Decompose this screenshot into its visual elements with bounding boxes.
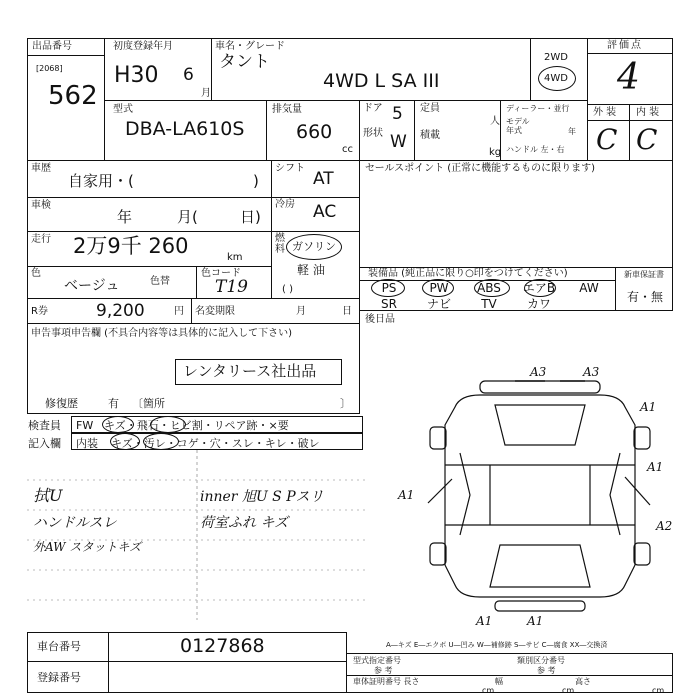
eq2-3: カワ bbox=[526, 297, 551, 311]
check-prefix: FW bbox=[76, 419, 94, 432]
lot-label: 出品番号 bbox=[32, 41, 72, 52]
engine-label: 車体証明番号 長さ bbox=[353, 677, 420, 686]
name-change-month: 月 bbox=[296, 306, 306, 317]
inspection-label: 車検 bbox=[31, 200, 51, 211]
memo-line-1: 拭U bbox=[33, 486, 63, 505]
history-box bbox=[27, 160, 272, 198]
model-value: DBA-LA610S bbox=[125, 118, 245, 140]
drive-2wd: 2WD bbox=[544, 52, 568, 63]
memo-line-2: ハンドルスレ bbox=[33, 515, 117, 531]
drive-4wd: 4WD bbox=[544, 73, 568, 84]
record-prefix: 内装 bbox=[76, 437, 98, 450]
ps-circle bbox=[371, 279, 405, 297]
mark-a1-bottom-left: A1 bbox=[476, 614, 493, 628]
mark-a1-bottom-right: A1 bbox=[527, 614, 544, 628]
check-label: 検査員 bbox=[28, 419, 61, 432]
car-grade: 4WD L SA III bbox=[323, 70, 440, 92]
equipment-label: 装備品 (純正品に限り○印をつけてください) bbox=[368, 268, 568, 279]
yogore-circle bbox=[143, 433, 179, 450]
history-value: 自家用・( bbox=[68, 172, 134, 190]
rear-seat-label: 後日品 bbox=[365, 314, 395, 325]
history-label: 車歴 bbox=[31, 163, 51, 174]
height-label: 高さ bbox=[575, 677, 591, 686]
cooling-value: AC bbox=[313, 202, 337, 222]
name-change-label: 名変期限 bbox=[195, 306, 235, 317]
pw-circle bbox=[422, 279, 454, 297]
note-2: 参 考 bbox=[537, 666, 556, 675]
inspection-box bbox=[27, 197, 272, 232]
fuel-label: 燃料 bbox=[275, 233, 285, 255]
score-interior-label: 内 装 bbox=[636, 107, 660, 118]
unit-2: cm bbox=[562, 686, 575, 695]
car-name: タント bbox=[219, 52, 270, 72]
check-text: キズ・飛石・ヒビ割・リペア跡・×要 bbox=[104, 419, 289, 432]
name-change-day: 日 bbox=[342, 306, 352, 317]
displacement-label: 排気量 bbox=[272, 104, 302, 115]
eq2-1: ナビ bbox=[426, 297, 451, 311]
eq1-2: ABS bbox=[477, 281, 501, 295]
car-label: 車名・グレード bbox=[215, 41, 285, 52]
mark-a3-right: A3 bbox=[583, 365, 600, 379]
eq1-1: PW bbox=[429, 281, 449, 295]
mileage-value: 2万9千 260 bbox=[73, 234, 189, 258]
warranty-label: 新車保証書 bbox=[624, 270, 664, 279]
record-text: キズ・汚レ・コゲ・穴・スレ・キレ・破レ bbox=[111, 437, 320, 450]
sales-point-box bbox=[359, 160, 673, 268]
score-label: 評価点 bbox=[607, 40, 643, 51]
inspection-day: 日) bbox=[240, 208, 261, 226]
mark-a1-top-right: A1 bbox=[640, 400, 657, 414]
displacement-value: 660 bbox=[296, 121, 333, 143]
cooling-label: 冷房 bbox=[275, 199, 295, 210]
eq2-4 bbox=[564, 297, 614, 312]
fuel-diesel: 軽 油 bbox=[297, 263, 325, 277]
model-label: 型式 bbox=[113, 104, 133, 115]
notice-label: 申告事項申告欄 (不具合内容等は具体的に記入して下さい) bbox=[31, 328, 292, 339]
color-code-label: 色コード bbox=[201, 268, 241, 279]
registration-label: 初度登録年月 bbox=[113, 41, 173, 52]
airbag-circle bbox=[524, 279, 556, 297]
shift-label: シフト bbox=[275, 163, 305, 174]
registration-year: H30 bbox=[114, 63, 159, 88]
score-exterior: C bbox=[596, 123, 618, 156]
color-change-label: 色替 bbox=[150, 276, 170, 287]
doors-label: ドア bbox=[363, 103, 383, 114]
repair-label: 修復歴 bbox=[45, 397, 78, 410]
mark-a2: A2 bbox=[656, 519, 673, 533]
type-label: 型式指定番号 bbox=[353, 656, 401, 665]
mark-a1-left: A1 bbox=[398, 488, 415, 502]
inspection-month: 月( bbox=[177, 208, 198, 226]
chassis-label: 車台番号 bbox=[37, 640, 81, 653]
color-label: 色 bbox=[31, 268, 41, 279]
eq2-0: SR bbox=[381, 297, 397, 311]
history-close: ) bbox=[253, 172, 259, 190]
tobiishi-circle bbox=[150, 416, 186, 433]
warranty-value: 有・無 bbox=[627, 290, 664, 304]
color-value: ベージュ bbox=[64, 278, 120, 294]
chassis-value: 0127868 bbox=[180, 635, 265, 657]
equipment-row-2 bbox=[364, 297, 616, 312]
score-interior: C bbox=[636, 123, 658, 156]
inspection-year: 年 bbox=[117, 208, 133, 226]
repair-value: 有 bbox=[108, 397, 119, 410]
unit-1: cm bbox=[482, 686, 495, 695]
memo-grid bbox=[27, 450, 373, 620]
recycle-label: R券 bbox=[31, 306, 48, 317]
fuel-gasoline: ガソリン bbox=[292, 240, 336, 253]
eq1-3: エアB bbox=[522, 281, 556, 295]
class-label: 類別区分番号 bbox=[517, 656, 565, 665]
registration-month: 6 bbox=[183, 65, 194, 85]
recycle-unit: 円 bbox=[174, 306, 184, 317]
repair-part: 〔箇所 bbox=[132, 397, 165, 410]
reg-label: 登録番号 bbox=[37, 671, 81, 684]
eq1-4: AW bbox=[579, 281, 599, 295]
unit-3: cm bbox=[652, 686, 665, 695]
fuel-paren: ( ) bbox=[282, 284, 293, 295]
sales-point-label: セールスポイント (正常に機能するものに限ります) bbox=[365, 163, 596, 174]
color-code: T19 bbox=[215, 277, 248, 297]
kizu-circle-2 bbox=[110, 433, 140, 450]
shift-value: AT bbox=[313, 169, 334, 189]
mark-a3-left: A3 bbox=[530, 365, 547, 379]
dealer-label: ディーラー・並行 bbox=[506, 104, 570, 113]
load-unit: kg bbox=[489, 147, 502, 158]
kizu-circle-1 bbox=[102, 416, 134, 433]
recycle-value: 9,200 bbox=[96, 301, 145, 321]
doors-shape-label: 形状 bbox=[363, 128, 383, 139]
score-exterior-label: 外 装 bbox=[593, 107, 617, 118]
mileage-label: 走行 bbox=[31, 234, 51, 245]
model-year-label: モデル年式 bbox=[506, 117, 530, 135]
registration-month-unit: 月 bbox=[201, 88, 211, 99]
displacement-unit: cc bbox=[342, 144, 353, 155]
eq2-2: TV bbox=[481, 297, 497, 311]
record-label: 記入欄 bbox=[28, 437, 61, 450]
memo-right-2: 荷室ふれ キズ bbox=[200, 515, 289, 531]
score-value: 4 bbox=[617, 57, 640, 98]
capacity-unit: 人 bbox=[490, 116, 500, 127]
memo-line-3: 外AW スタットキズ bbox=[33, 540, 142, 554]
abs-circle bbox=[474, 279, 510, 297]
memo-right-1: inner 旭U S Pスリ bbox=[200, 489, 324, 505]
mileage-unit: km bbox=[227, 252, 243, 263]
capacity-label: 定員 bbox=[420, 103, 440, 114]
lot-number: 562 bbox=[48, 81, 98, 111]
doors-value: 5 bbox=[392, 104, 403, 124]
legend: A―キズ E―エクボ U―凹み W―補修跡 S―サビ C―腐食 XX―交換済 bbox=[386, 641, 608, 649]
note-1: 参 考 bbox=[374, 666, 393, 675]
handle-label: ハンドル 左・右 bbox=[506, 145, 565, 154]
repair-close: 〕 bbox=[340, 397, 351, 410]
doors-shape: W bbox=[390, 132, 407, 152]
lot-small-number: [2068] bbox=[36, 64, 63, 73]
mark-a1-right: A1 bbox=[647, 460, 664, 474]
width-label: 幅 bbox=[495, 677, 503, 686]
year-unit: 年 bbox=[568, 127, 576, 136]
notice-stamp: レンタリース社出品 bbox=[183, 362, 317, 380]
load-label: 積載 bbox=[420, 130, 440, 141]
eq1-0: PS bbox=[381, 281, 397, 295]
